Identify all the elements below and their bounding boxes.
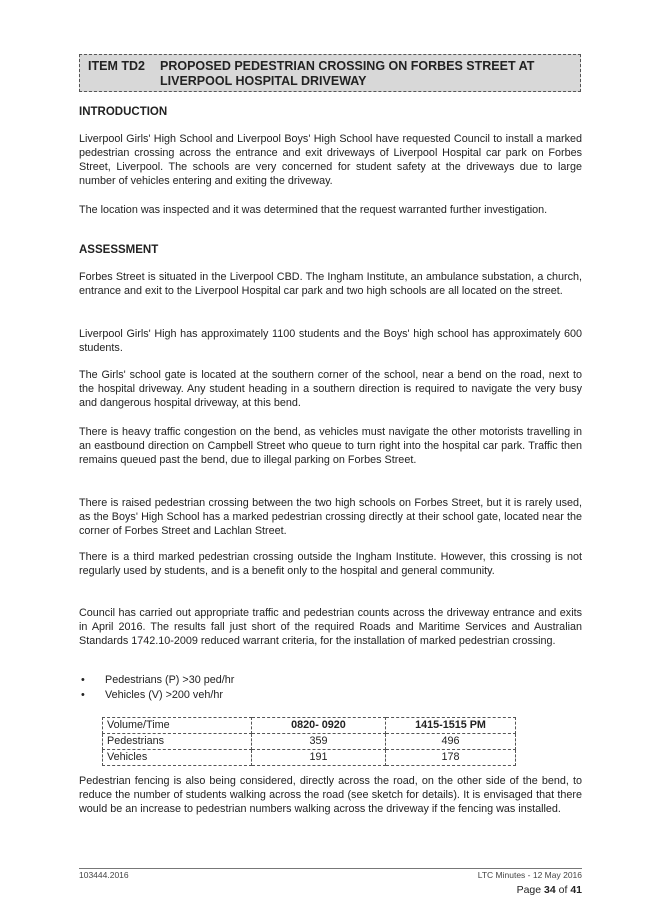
table-cell: 191 <box>252 750 386 766</box>
table-cell: 496 <box>386 734 516 750</box>
item-header <box>79 54 581 92</box>
table-cell: 359 <box>252 734 386 750</box>
assessment-paragraph: There is heavy traffic congestion on the bend, as vehicles must navigate the other motorists travelling in an eastbound direction on Campbell Street who queue to turn right into the hospital car park. Traffic then remains queued past the bend, due to illegal parking on Forbes Street. <box>79 426 582 466</box>
traffic-count-table <box>102 717 516 766</box>
column-header: 0820- 0920 <box>252 718 386 734</box>
assessment-paragraph: Liverpool Girls' High has approximately 1100 students and the Boys' high school has approximately 600 students. <box>79 328 582 354</box>
total-pages: 41 <box>570 884 582 896</box>
column-header: Volume/Time <box>103 718 252 734</box>
assessment-paragraph: The Girls' school gate is located at the southern corner of the school, near a bend on the road, next to the hospital driveway. Any student heading in a southern direction is required to navigate the very busy and dangerous hospital driveway, at this bend. <box>79 369 582 409</box>
document-reference: 103444.2016 <box>79 870 129 880</box>
footer-divider <box>79 868 582 869</box>
intro-paragraph: The location was inspected and it was determined that the request warranted further investigation. <box>79 204 548 216</box>
table-row <box>103 750 516 766</box>
table-cell: 178 <box>386 750 516 766</box>
assessment-paragraph: There is raised pedestrian crossing between the two high schools on Forbes Street, but it is rarely used, as the Boys' High School has a marked pedestrian crossing directly at their school gate, located near the corner of Forbes Street and Lachlan Street. <box>79 497 582 537</box>
intro-paragraph: Liverpool Girls' High School and Liverpool Boys' High School have requested Council to install a marked pedestrian crossing across the entrance and exit driveways of Liverpool Hospital car park on Forbes Street, Liverpool. The schools are very concerned for student safety at the driveways due to large number of vehicles entering and exiting the driveway. <box>79 133 582 187</box>
assessment-paragraph: There is a third marked pedestrian crossing outside the Ingham Institute. However, this crossing is not regularly used by students, and is a benefit only to the hospital and general community. <box>79 551 582 577</box>
item-number: ITEM TD2 <box>88 59 145 73</box>
list-item: • Pedestrians (P) >30 ped/hr <box>79 673 234 688</box>
closing-paragraph: Pedestrian fencing is also being considered, directly across the road, on the other side of the bend, to reduce the number of students walking across the road (see sketch for details). It is envisaged that there would be an increase to pedestrian numbers walking across the driveway if the fencing was installed. <box>79 775 582 815</box>
table-cell: Vehicles <box>103 750 252 766</box>
assessment-paragraph: Forbes Street is situated in the Liverpool CBD. The Ingham Institute, an ambulance substation, a church, entrance and exit to the Liverpool Hospital car park and two high schools are all located on the street. <box>79 271 582 297</box>
column-header: 1415-1515 PM <box>386 718 516 734</box>
minutes-reference: LTC Minutes - 12 May 2016 <box>477 870 582 880</box>
introduction-heading: INTRODUCTION <box>79 106 168 118</box>
table-header-row <box>103 718 516 734</box>
table-row <box>103 734 516 750</box>
current-page: 34 <box>544 884 556 896</box>
list-item: • Vehicles (V) >200 veh/hr <box>79 688 234 703</box>
table-cell: Pedestrians <box>103 734 252 750</box>
item-title: PROPOSED PEDESTRIAN CROSSING ON FORBES STREET AT LIVERPOOL HOSPITAL DRIVEWAY <box>160 59 535 88</box>
warrant-criteria-list <box>79 673 234 703</box>
assessment-heading: ASSESSMENT <box>79 244 159 256</box>
page-number: Page 34 of 41 <box>516 884 582 896</box>
assessment-paragraph: Council has carried out appropriate traffic and pedestrian counts across the driveway entrance and exits in April 2016. The results fall just short of the required Roads and Maritime Services and Australian Standards 1742.10-2009 reduced warrant criteria, for the installation of marked pedestrian crossing. <box>79 607 582 647</box>
